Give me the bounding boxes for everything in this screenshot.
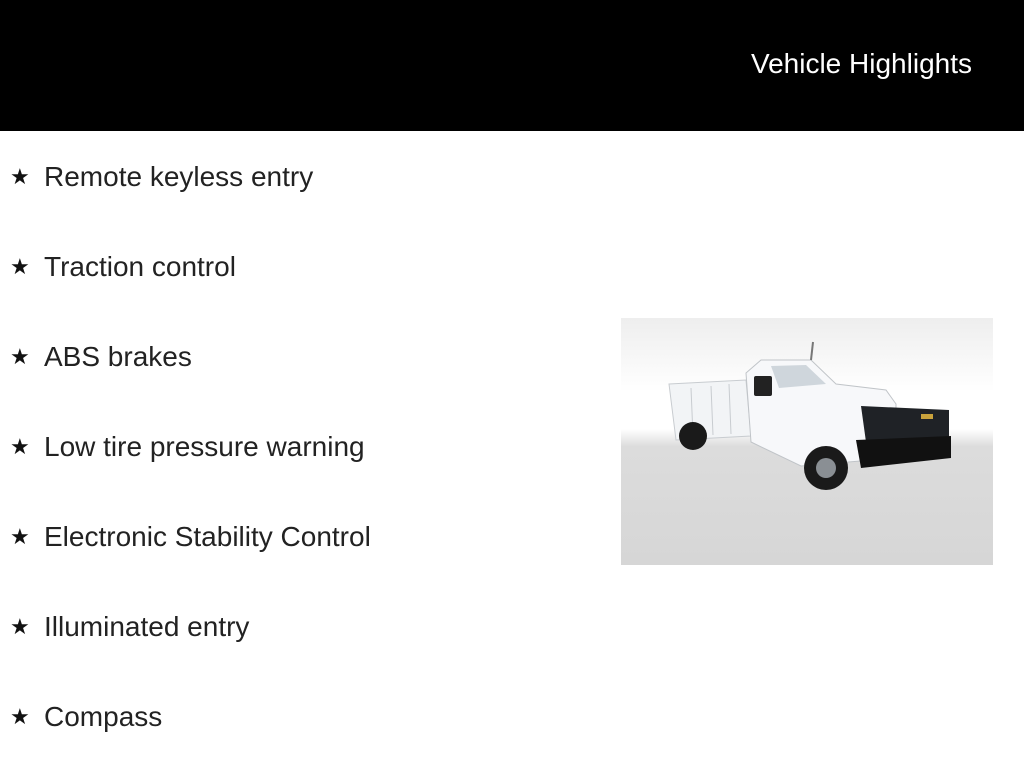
highlight-item: [10, 157, 313, 197]
header-bar: [0, 0, 1024, 131]
star-icon: ★: [10, 164, 30, 189]
highlight-label: Compass: [44, 701, 163, 732]
page-title: Vehicle Highlights: [750, 48, 972, 79]
highlight-item: [10, 697, 162, 737]
highlight-item: [10, 337, 192, 377]
star-icon: ★: [10, 524, 30, 549]
star-icon: ★: [10, 254, 30, 279]
highlight-label: Low tire pressure warning: [44, 431, 365, 462]
star-icon: ★: [10, 614, 30, 639]
highlight-label: ABS brakes: [44, 341, 192, 372]
star-icon: ★: [10, 434, 30, 459]
highlight-item: [10, 247, 236, 287]
highlight-item: [10, 607, 249, 647]
highlight-item: [10, 517, 371, 557]
highlight-label: Electronic Stability Control: [44, 521, 371, 552]
highlight-label: Remote keyless entry: [44, 161, 314, 192]
star-icon: ★: [10, 344, 30, 369]
star-icon: ★: [10, 704, 30, 729]
truck-image: [621, 318, 993, 565]
highlight-item: [10, 427, 365, 467]
vehicle-photo: [621, 318, 993, 565]
highlight-label: Illuminated entry: [44, 611, 250, 642]
highlight-label: Traction control: [44, 251, 236, 282]
